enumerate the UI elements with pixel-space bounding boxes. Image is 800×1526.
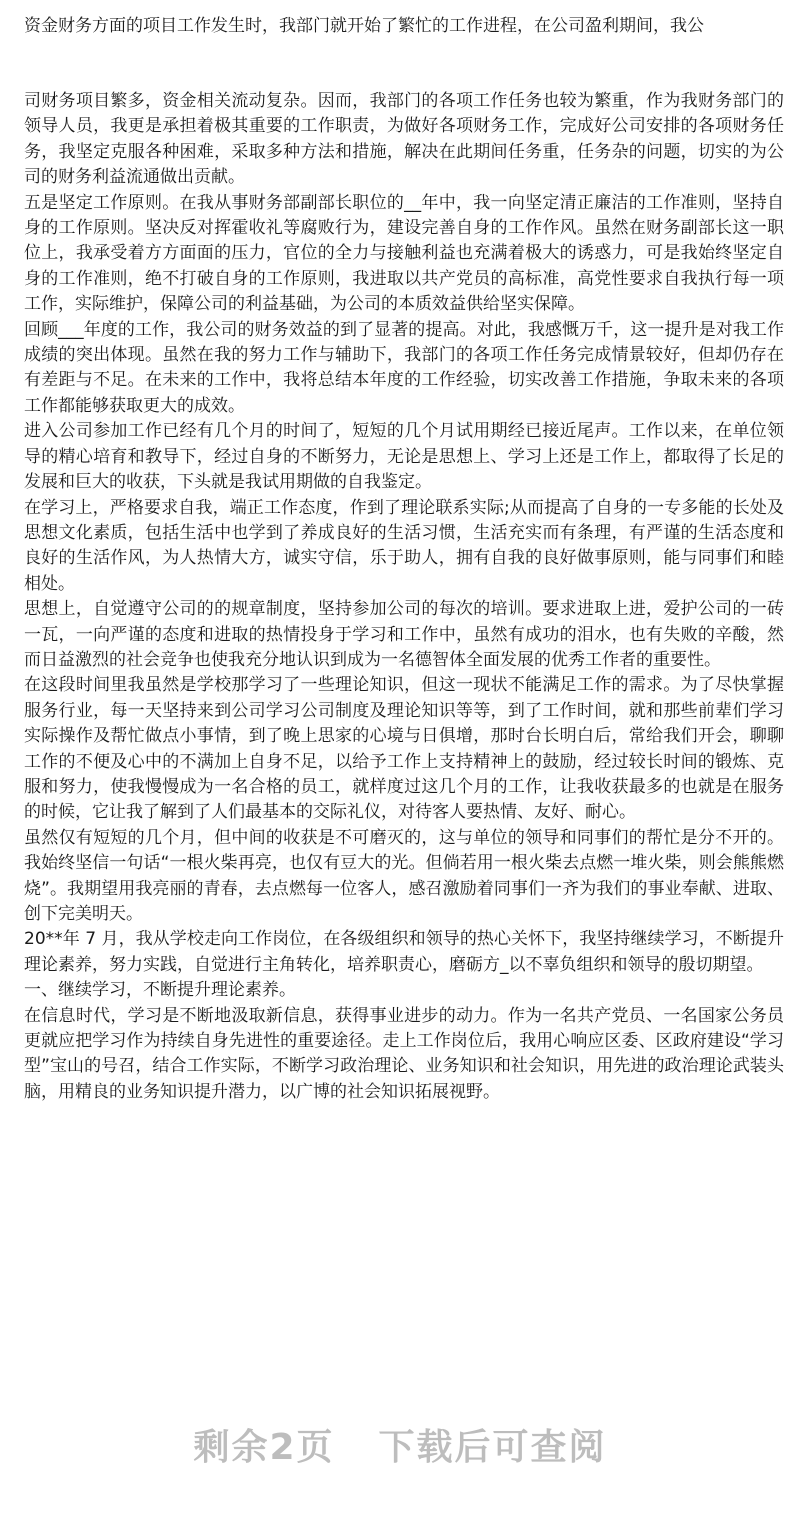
section-heading: 一、继续学习，不断提升理论素养。 xyxy=(24,980,296,1001)
document-body xyxy=(24,89,784,1105)
paragraph: 在学习上，严格要求自我，端正工作态度，作到了理论联系实际;从而提高了自身的一专多能的长处及思想文化素质，包括生活中也学到了养成良好的生活习惯，生活充实而有条理，有严谨的生活态度和良好的生活作风，为人热情大方，诚实守信，乐于助人，拥有自我的良好做事原则，能与同事们和睦相处。 xyxy=(24,497,784,594)
download-banner[interactable] xyxy=(0,1418,800,1478)
paragraph: 五是坚定工作原则。在我从事财务部副部长职位的__年中，我一向坚定清正廉洁的工作准则，坚持自身的工作原则。坚决反对挥霍收礼等腐败行为，建设完善自身的工作作风。虽然在财务副部长这一职位上，我承受着方方面面的压力，官位的全力与接触利益也充满着极大的诱惑力，可是我始终坚定自身的工作准则，绝不打破自身的工作原则，我进取以共产党员的高标准，高党性要求自我执行每一项工作，实际维护，保障公司的利益基础，为公司的本质效益供给坚实保障。 xyxy=(24,192,784,315)
paragraph: 回顾___年度的工作，我公司的财务效益的到了显著的提高。对此，我感慨万千，这一提升是对我工作成绩的突出体现。虽然在我的努力工作与辅助下，我部门的各项工作任务完成情景较好，但却仍存在有差距与不足。在未来的工作中，我将总结本年度的工作经验，切实改善工作措施，争取未来的各项工作都能够获取更大的成效。 xyxy=(24,319,784,416)
paragraph: 司财务项目繁多，资金相关流动复杂。因而，我部门的各项工作任务也较为繁重，作为我财务部门的领导人员，我更是承担着极其重要的工作职责，为做好各项财务工作，完成好公司安排的各项财务任务，我坚定克服各种困难，采取多种方法和措施，解决在此期间任务重，任务杂的问题，切实的为公司的财务利益流通做出贡献。 xyxy=(24,91,784,188)
paragraph: 思想上，自觉遵守公司的的规章制度，坚持参加公司的每次的培训。要求进取上进，爱护公司的一砖一瓦，一向严谨的态度和进取的热情投身于学习和工作中，虽然有成功的泪水，也有失败的辛酸，然而日益激烈的社会竞争也使我充分地认识到成为一名德智体全面发展的优秀工作者的重要性。 xyxy=(24,599,784,670)
partial-line-hidden xyxy=(24,0,784,13)
remaining-pages-label: 剩余2页 xyxy=(193,1427,335,1468)
paragraph: 虽然仅有短短的几个月，但中间的收获是不可磨灭的，这与单位的领导和同事们的帮忙是分不开的。我始终坚信一句话“一根火柴再亮，也仅有豆大的光。但倘若用一根火柴去点燃一堆火柴，则会熊熊燃烧”。我期望用我亮丽的青春，去点燃每一位客人，感召激励着同事们一齐为我们的事业奉献、进取、创下完美明天。 xyxy=(24,827,784,924)
download-hint-label: 下载后可查阅 xyxy=(378,1427,607,1468)
paragraph: 在这段时间里我虽然是学校那学习了一些理论知识，但这一现状不能满足工作的需求。为了尽快掌握服务行业，每一天坚持来到公司学习公司制度及理论知识等等，到了工作时间，就和那些前辈们学习实际操作及帮忙做点小事情，到了晚上思家的心境与日俱增，那时台长明白后，常给我们开会，聊聊工作的不便及心中的不满加上自身不足，以给予工作上支持精神上的鼓励，经过较长时间的锻炼、克服和努力，使我慢慢成为一名合格的员工，就样度过这几个月的工作，让我收获最多的也就是在服务的时候，它让我了解到了人们最基本的交际礼仪，对待客人要热情、友好、耐心。 xyxy=(24,675,784,823)
paragraph: 在信息时代，学习是不断地汲取新信息，获得事业进步的动力。作为一名共产党员、一名国家公务员更就应把学习作为持续自身先进性的重要途径。走上工作岗位后，我用心响应区委、区政府建设“学习型”宝山的号召，结合工作实际，不断学习政治理论、业务知识和社会知识，用先进的政治理论武装头脑，用精良的业务知识提升潜力，以广博的社会知识拓展视野。 xyxy=(24,1005,784,1102)
paragraph: 进入公司参加工作已经有几个月的时间了，短短的几个月试用期经已接近尾声。工作以来，在单位领导的精心培育和教导下，经过自身的不断努力，无论是思想上、学习上还是工作上，都取得了长足的发展和巨大的收获，下头就是我试用期做的自我鉴定。 xyxy=(24,421,784,493)
paragraph: 20**年 7 月，我从学校走向工作岗位，在各级组织和领导的热心关怀下，我坚持继续学习，不断提升理论素养，努力实践，自觉进行主角转化，培养职责心，磨砺方_以不辜负组织和领导的殷切期望。 xyxy=(24,929,784,975)
cut-off-top-lines xyxy=(24,0,784,40)
partial-line: 资金财务方面的项目工作发生时，我部门就开始了繁忙的工作进程，在公司盈利期间，我公 xyxy=(24,16,704,36)
